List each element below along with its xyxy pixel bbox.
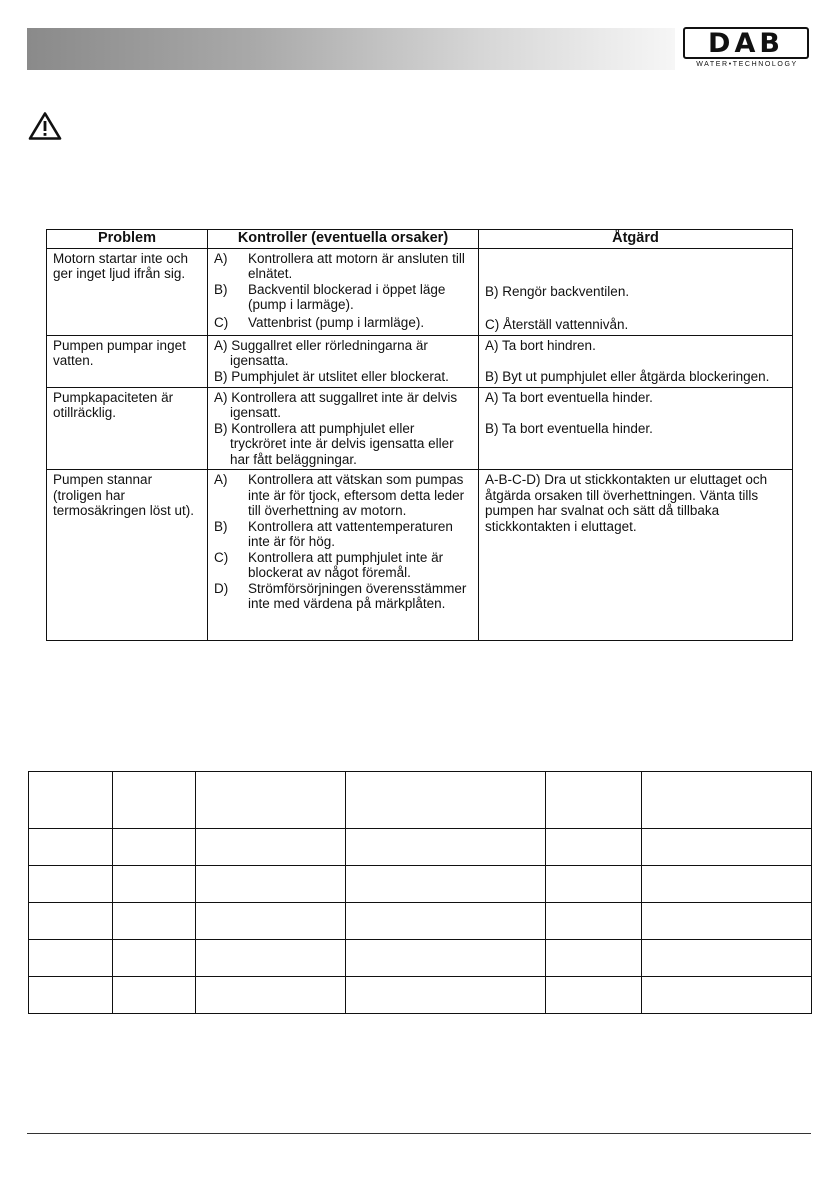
table-header-row bbox=[47, 230, 793, 249]
check-item bbox=[214, 472, 472, 519]
header-bar bbox=[27, 28, 675, 70]
action-item: B) Rengör backventilen. bbox=[485, 283, 630, 299]
header-checks: Kontroller (eventuella orsaker) bbox=[208, 230, 479, 249]
check-item bbox=[214, 282, 472, 313]
logo-box bbox=[683, 27, 809, 59]
log-row bbox=[29, 829, 812, 866]
footer-rule bbox=[27, 1133, 811, 1134]
action-item: A) Ta bort hindren. bbox=[485, 337, 596, 353]
check-item bbox=[214, 581, 472, 612]
action-cell: A-B-C-D) Dra ut stickkontakten ur eluttaget och åtgärda orsaken till överhettningen. Vänta tills pumpen har svalnat och sätt då tillbaka stickkontakten i eluttaget. bbox=[479, 470, 793, 641]
check-item bbox=[214, 550, 472, 581]
check-item bbox=[214, 251, 472, 282]
log-row bbox=[29, 940, 812, 977]
check-text: Kontrollera att motorn är ansluten till elnätet. bbox=[248, 250, 465, 281]
action-cell bbox=[479, 335, 793, 387]
check-label: C) bbox=[214, 549, 229, 565]
check-label: A) bbox=[214, 472, 228, 487]
dab-logo bbox=[683, 27, 811, 73]
action-item: B) Ta bort eventuella hinder. bbox=[485, 421, 653, 436]
action-cell bbox=[479, 387, 793, 470]
checks-cell bbox=[208, 335, 479, 387]
header-problem: Problem bbox=[47, 230, 208, 249]
logo-text: DAB bbox=[708, 27, 784, 59]
check-label: B) bbox=[214, 518, 228, 534]
check-label: B) bbox=[214, 281, 228, 297]
action-cell bbox=[479, 248, 793, 335]
checks-cell bbox=[208, 470, 479, 641]
troubleshooting-table bbox=[46, 229, 793, 641]
logo-tagline: WATER•TECHNOLOGY bbox=[696, 61, 798, 68]
problem-cell: Pumpen stannar (troligen har termosäkringen löst ut). bbox=[47, 470, 208, 641]
check-text: Kontrollera att vätskan som pumpas inte är för tjock, eftersom detta leder till överhettning av motorn. bbox=[248, 472, 465, 518]
check-label: D) bbox=[214, 580, 229, 596]
action-item: A) Ta bort eventuella hinder. bbox=[485, 389, 653, 405]
check-item: A) Kontrollera att suggallret inte är delvis igensatt. bbox=[214, 389, 458, 420]
log-row bbox=[29, 903, 812, 940]
check-item: A) Suggallret eller rörledningarna är igensatta. bbox=[214, 337, 428, 368]
check-label: A) bbox=[214, 250, 228, 266]
problem-cell: Pumpkapaciteten är otillräcklig. bbox=[47, 387, 208, 470]
log-header-row bbox=[29, 772, 812, 829]
header-action: Åtgärd bbox=[479, 230, 793, 249]
action-item: C) Återställ vattennivån. bbox=[485, 317, 629, 332]
checks-cell bbox=[208, 248, 479, 335]
table-row bbox=[47, 470, 793, 641]
warning-triangle-icon bbox=[28, 111, 62, 141]
check-text: Strömförsörjningen överensstämmer inte med värdena på märkplåten. bbox=[248, 580, 467, 611]
check-item bbox=[214, 519, 472, 550]
table-row bbox=[47, 248, 793, 335]
check-label: C) bbox=[214, 314, 229, 330]
log-row bbox=[29, 977, 812, 1014]
check-text: Kontrollera att pumphjulet inte är blockerat av något föremål. bbox=[248, 549, 444, 580]
problem-cell: Motorn startar inte och ger inget ljud ifrån sig. bbox=[47, 248, 208, 335]
check-item bbox=[214, 315, 472, 331]
checks-cell bbox=[208, 387, 479, 470]
check-text: Backventil blockerad i öppet läge (pump i larmäge). bbox=[248, 281, 446, 312]
table-row bbox=[47, 387, 793, 470]
action-item: B) Byt ut pumphjulet eller åtgärda blockeringen. bbox=[485, 369, 770, 384]
log-row bbox=[29, 866, 812, 903]
check-text: Vattenbrist (pump i larmläge). bbox=[248, 314, 425, 330]
maintenance-log-table bbox=[28, 771, 812, 1014]
table-row bbox=[47, 335, 793, 387]
check-item: B) Pumphjulet är utslitet eller blockerat. bbox=[214, 368, 449, 384]
check-text: Kontrollera att vattentemperaturen inte är för hög. bbox=[248, 518, 453, 549]
problem-cell: Pumpen pumpar inget vatten. bbox=[47, 335, 208, 387]
check-item: B) Kontrollera att pumphjulet eller tryckröret inte är delvis igensatta eller har fått beläggningar. bbox=[214, 420, 454, 467]
